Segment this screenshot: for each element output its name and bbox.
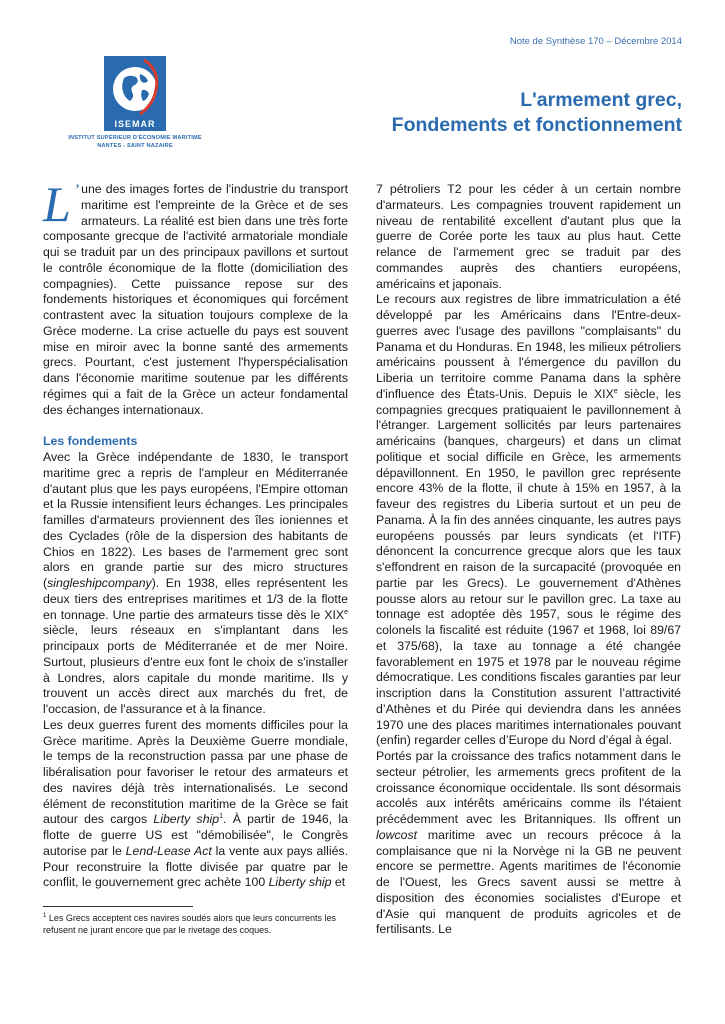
text-run: . À partir de 1946, la flotte de guerre US est "démobilisée", le Congrès autorise par le	[43, 812, 348, 858]
title-line1: L'armement grec,	[520, 89, 682, 111]
footnote-divider	[43, 906, 193, 907]
logo-name: ISEMAR	[104, 118, 166, 131]
drop-cap: L	[43, 176, 71, 232]
right-column	[376, 182, 681, 938]
text-run: maritime avec un recours précoce à la complaisance que ni la Norvège ni la GB ne peuvent encore se permettre. Agents maritimes de l'économie de l'Ouest, les Grecs savent aussi se mettre à disposition des économies socialistes d'Europe et d'Asie qui manquent de produits agricoles et de fertilisants. Le	[376, 827, 681, 937]
superscript: e	[344, 608, 348, 616]
logo-subtitle-line2: NANTES - SAINT NAZAIRE	[97, 143, 173, 149]
italic-run: Lend-Lease Act	[125, 843, 212, 858]
intro-paragraph	[43, 176, 348, 418]
globe-logo-icon	[104, 56, 166, 118]
italic-run: lowcost	[376, 827, 418, 842]
paragraph-right-1: 7 pétroliers T2 pour les céder à un certain nombre d'armateurs. Les compagnies trouvent rapidement un niveau de rentabilité excellent d'autant plus que la guerre de Corée porte les taux au plus haut. Cette relance de l'armement grec se traduit par des commandes auprès des chantiers européens, américains et japonais.	[376, 182, 681, 291]
italic-run: Liberty ship	[268, 875, 332, 890]
text-run: Avec la Grèce indépendante de 1830, le transport maritime grec a repris de l'ampleur en Méditerranée d'autant plus que les pays européens, l'Empire ottoman et la Russie intensifient leurs échanges. Les principales familles d'armateurs proviennent des îles ioniennes et des Cyclades (rôle de la dispersion des habitants de Chios en 1822). Les bases de l'armement grec sont alors en grande partie sur des micro structures (	[43, 450, 348, 590]
intro-text: une des images fortes de l'industrie du transport maritime est l'empreinte de la Grèce et de ses armateurs. La réalité est bien dans une très forte composante grecque de l'activité armatoriale mondiale qui se traduit par un des principaux pavillons et surtout le contrôle économique de la flotte (domiciliation des compagnies). Cette puissance repose sur des fondements historiques et économiques qui forcément contrastent avec la situation toujours complexe de la Grèce moderne. La crise actuelle du pays est souvent mise en miroir avec la bonne santé des armements grecs. Pourtant, c'est justement l'hyperspécialisation dans l'économie maritime soutenue par les différents régimes qui a fait de la Grèce un acteur fondamental des échanges internationaux.	[43, 182, 348, 417]
title-line2: Fondements et fonctionnement	[391, 114, 682, 136]
superscript: e	[613, 387, 618, 395]
paragraph-fondements-2	[43, 718, 348, 891]
text-run: Portés par la croissance des trafics notamment dans le secteur pétrolier, les armements grecs profitent de la croissance économique occidentale. Ils sont désormais accolés aux intérêts américains comme ils l'étaient précédemment avec les Britanniques. Ils offrent un	[376, 749, 681, 826]
left-column	[43, 176, 348, 891]
text-run: ). En 1938, elles représentent les deux tiers des entreprises maritimes et 1/3 de la flotte en tonnage. Une partie des armateurs tisse dès le XIX	[43, 576, 348, 622]
document-title	[392, 88, 682, 138]
paragraph-fondements-1	[43, 450, 348, 718]
text-run: la vente aux pays alliés. Pour reconstruire la flotte divisée par quatre par le conflit, le gouvernement grec achète 100	[43, 843, 348, 890]
italic-run: Liberty ship	[153, 812, 220, 827]
header-note: Note de Synthèse 170 – Décembre 2014	[509, 36, 682, 47]
text-run: siècle, les compagnies grecques pratiquaient le pavillonnement à l'étranger. Largement sollicités par leurs partenaires américains (banques, chargeurs) et dans un climat politique et social difficile en Grèce, les armements dépavillonnent. En 1950, le pavillon grec représente encore 43% de la flotte, il chute à 15% en 1957, à la faveur des registres du Liberia surtout et un peu de Panama. À la fin des années cinquante, les autres pays européens poussés par leurs syndicats (et l'ITF) dénoncent la concurrence grecque alors que les taux s'effondrent en raison de la surcapacité (provoquée en partie par les Grecs). Le gouvernement d'Athènes pousse alors au retour sur le pavillon grec. La taxe au tonnage est adoptée dès 1957, sous le régime des colonels la fiscalité est réduite (1967 et 1968, loi 89/67 et 375/68), la taxe au tonnage a été changée favorablement en 1975 et 1978 par le nouveau régime démocratique. Les conditions fiscales garanties par leur inscription dans la Constitution assurent l’attractivité d’Athènes et du Pirée qui deviendra dans les années 1970 une des places maritimes internationales pouvant (enfin) regarder celles d’Europe du Nord d’égal à égal.	[376, 386, 681, 748]
text-run: et	[331, 875, 346, 890]
text-run: siècle, leurs réseaux en s'implantant dans les principaux ports de Méditerranée et de mer Noire. Surtout, plusieurs d'entre eux font le choix de s'installer à Londres, alors capitale du monde maritime. Ils y trouvent un accès direct aux marchés du fret, de l'occasion, de l'assurance et à la finance.	[43, 623, 348, 716]
italic-run: singleshipcompany	[47, 576, 152, 590]
text-run: Le recours aux registres de libre immatriculation a été développé par les Américains dans l'Entre-deux-guerres avec l'usage des pavillons "complaisants" du Panama et du Honduras. En 1948, les milieux pétroliers américains poussent à l'émergence du pavillon du Liberia un territoire comme Panama dans la sphère d'influence des États-Unis. Depuis le XIX	[376, 292, 681, 401]
text-run: Les deux guerres furent des moments difficiles pour la Grèce maritime. Après la Deuxième Guerre mondiale, le temps de la reconstruction passa par une phase de libéralisation pour favoriser le retour des armateurs et des navires déjà très internationalisés. Le second élément de reconstitution maritime de la Grèce se fait autour des cargos	[43, 717, 348, 827]
footnote-text: Les Grecs acceptent ces navires soudés alors que leurs concurrents les refusent ne jurant encore que par le rivetage des coques.	[43, 913, 336, 935]
drop-cap-apostrophe: ’	[75, 182, 80, 196]
footnote-ref[interactable]: 1	[219, 813, 224, 821]
logo-subtitle-line1: INSTITUT SUPÉRIEUR D'ÉCONOMIE MARITIME	[68, 135, 202, 141]
section-heading: Les fondements	[43, 434, 138, 449]
paragraph-right-2	[376, 292, 681, 749]
paragraph-right-3	[376, 749, 681, 938]
footnote	[43, 912, 348, 936]
footnote-marker: 1	[43, 913, 47, 919]
